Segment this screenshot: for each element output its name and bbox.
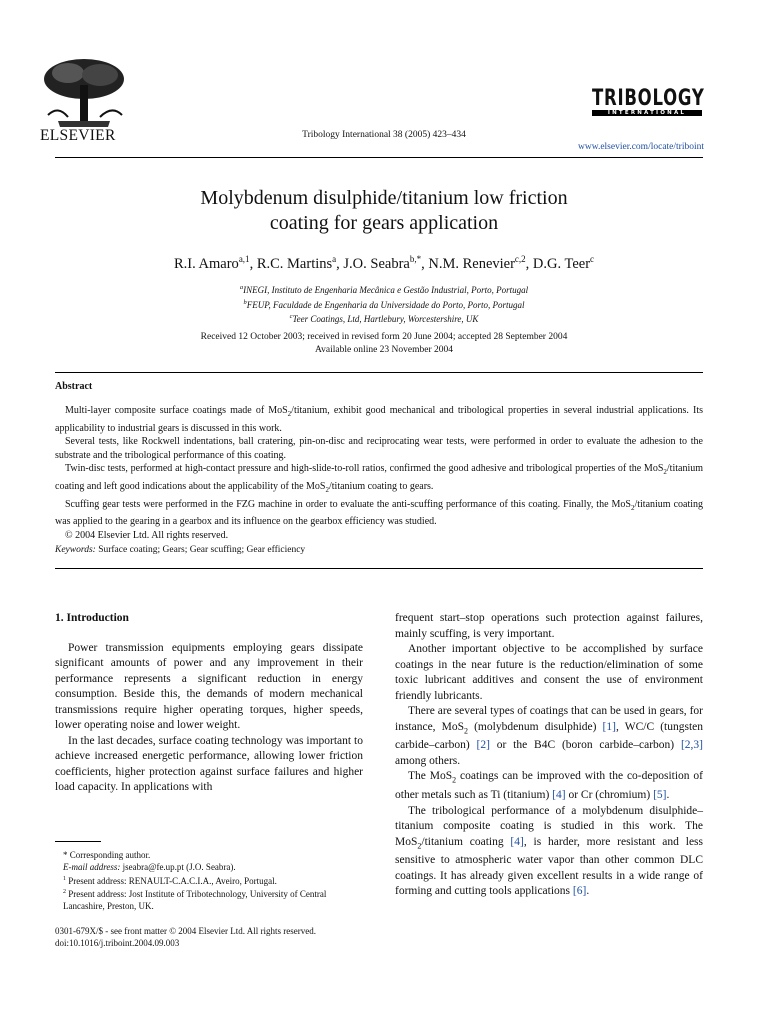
- abstract-heading: Abstract: [55, 381, 93, 392]
- author-sup: b,*: [409, 254, 422, 264]
- affiliation-item: $^c$Teer Coatings, Ltd, Hartlebury, Worcestershire, UK: [289, 313, 479, 324]
- keywords-text: Surface coating; Gears; Gear scuffing; Gear efficiency: [98, 545, 306, 555]
- author-name: J.O. Seabra: [343, 255, 410, 272]
- citation-link[interactable]: [4]: [552, 789, 566, 802]
- header-rule: [55, 157, 703, 158]
- author-name: D.G. Teer: [532, 255, 591, 272]
- abstract-paragraph: Scuffing gear tests were performed in the FZG machine in order to evaluate the anti-scuffing performance of this coating. Finally, the MoS$_2$/titanium coating was applied to the gearing in a gearbox and its influence on the gearbox efficiency was studied.: [55, 498, 703, 528]
- body-paragraph: Another important objective to be accomplished by surface coatings in the near future is the reduction/elimination of some toxic lubricant additives and consent the use of environment friendly lubricants.: [395, 643, 703, 702]
- received-dates: Received 12 October 2003; received in revised form 20 June 2004; accepted 28 September 2004: [200, 332, 568, 342]
- journal-logo: [592, 86, 704, 116]
- online-date: Available online 23 November 2004: [314, 344, 454, 355]
- author-name: R.C. Martins: [256, 255, 333, 272]
- article-dates: [0, 331, 768, 356]
- journal-url-link[interactable]: www.elsevier.com/locate/triboint: [577, 142, 704, 152]
- footnote-2: $^2$ Present address: Jost Institute of Tribotechnology, University of Central Lancashire, Preston, UK.: [63, 889, 327, 912]
- affiliation-item: $^b$FEUP, Faculdade de Engenharia da Universidade do Porto, Porto, Portugal: [243, 298, 525, 310]
- doi-line[interactable]: doi:10.1016/j.triboint.2004.09.003: [55, 938, 180, 948]
- author-sup: a: [332, 254, 337, 264]
- citation-link[interactable]: [2,3]: [680, 739, 703, 752]
- citation-link[interactable]: [2]: [476, 739, 490, 752]
- elsevier-tree-icon: [38, 55, 130, 129]
- email-link[interactable]: jseabra@fe.up.pt (J.O. Seabra).: [122, 861, 236, 872]
- body-paragraph: In the last decades, surface coating technology was important to achieve increased energetic performance, allowing lower friction coefficients, higher protection against surface failures and higher load capacity. In applications with: [55, 734, 363, 793]
- title-line-2: coating for gears application: [269, 212, 499, 234]
- journal-logo-main: TRIBOLOGY: [592, 86, 705, 111]
- right-column: [395, 611, 703, 900]
- footnote-email: E-mail address: jseabra@fe.up.pt (J.O. Seabra).: [63, 861, 236, 872]
- footnote-corresponding: * Corresponding author.: [63, 850, 151, 860]
- imprint: [55, 925, 316, 949]
- author-name: R.I. Amaro: [173, 255, 239, 272]
- journal-logo-sub: INTERNATIONAL: [592, 110, 702, 116]
- affiliation-item: $^a$INEGI, Instituto de Engenharia Mecânica e Gestão Industrial, Porto, Portugal: [239, 284, 529, 295]
- body-paragraph: Power transmission equipments employing gears dissipate significant amounts of power and any improvement in their performance represents a significant reduction in energy consumption. Beside this, the demands of modern mechanical transmissions require higher operating torques, higher speeds, lower operating noise and lower weight.: [55, 641, 363, 731]
- body-paragraph: There are several types of coatings that can be used in gears, for instance, MoS$_2$ (molybdenum disulphide) [1], WC/C (tungsten carbide–carbon) [2] or the B4C (boron carbide–carbon) [2,3] among others.: [395, 705, 703, 767]
- affiliations: [0, 282, 768, 326]
- citation-link[interactable]: [4]: [510, 835, 524, 848]
- body-paragraph: frequent start–stop operations such protection against failures, mainly scuffing, is very important.: [395, 612, 703, 640]
- author-list: R.I. Amaro$^{a,1}$, R.C. Martins$^a$, J.O. Seabra$^{b,*}$, N.M. Renevier$^{c,2}$, D.G. Teer$^c$: [173, 254, 595, 272]
- abstract-paragraph: Twin-disc tests, performed at high-contact pressure and high-slide-to-roll ratios, confirmed the good adhesive and tribological properties of the MoS$_2$/titanium coating and left good indications about the applicability of the MoS$_2$/titanium coating to gears.: [55, 463, 703, 494]
- body-paragraph: The tribological performance of a molybdenum disulphide–titanium composite coating is studied in this work. The MoS$_2$/titanium coating [4], is harder, more resistant and less sensitive to atmospheric water vapor than other common DLC coatings. It has already given excellent results in a wide range of forming and cutting tools applications [6].: [395, 804, 703, 898]
- section-heading: 1. Introduction: [55, 612, 129, 624]
- article-title: [0, 186, 768, 236]
- abstract-top-rule: [55, 372, 703, 373]
- issn-line: 0301-679X/$ - see front matter © 2004 Elsevier Ltd. All rights reserved.: [55, 926, 317, 936]
- journal-citation: Tribology International 38 (2005) 423–434: [302, 130, 466, 140]
- keywords: [55, 545, 305, 555]
- citation-link[interactable]: [6]: [572, 885, 587, 898]
- author-sup: a,1: [238, 254, 250, 264]
- abstract-body: [55, 404, 703, 542]
- publisher-name: ELSEVIER: [40, 127, 116, 144]
- abstract-paragraph: Multi-layer composite surface coatings made of MoS$_2$/titanium, exhibit good mechanical and tribological properties in several industrial applications. Its applicability to industrial gears is discussed in this work.: [55, 405, 703, 434]
- elsevier-logo: [38, 55, 130, 134]
- body-paragraph: The MoS$_2$ coatings can be improved with the co-deposition of other metals such as Ti (titanium) [4] or Cr (chromium) [5].: [395, 770, 703, 802]
- footnote-rule: [55, 841, 101, 842]
- abstract-bottom-rule: [55, 568, 703, 569]
- abstract-copyright: © 2004 Elsevier Ltd. All rights reserved.: [65, 529, 229, 541]
- abstract-paragraph: Several tests, like Rockwell indentations, ball cratering, pin-on-disc and reciprocating wear tests, were performed in order to evaluate the adhesion to the substrate and the tribological performance of this coating.: [55, 436, 703, 461]
- author-sup: c: [590, 254, 595, 264]
- title-line-1: Molybdenum disulphide/titanium low friction: [200, 187, 568, 209]
- left-column: [55, 611, 363, 796]
- keywords-label: Keywords:: [55, 545, 96, 555]
- footnotes: [55, 850, 367, 913]
- footnote-1: $^1$ Present address: RENAULT-C.A.C.I.A., Aveiro, Portugal.: [63, 875, 277, 886]
- author-name: N.M. Renevier: [428, 255, 515, 272]
- author-sup: c,2: [514, 254, 526, 264]
- citation-link[interactable]: [1]: [602, 720, 616, 733]
- citation-link[interactable]: [5]: [653, 789, 667, 802]
